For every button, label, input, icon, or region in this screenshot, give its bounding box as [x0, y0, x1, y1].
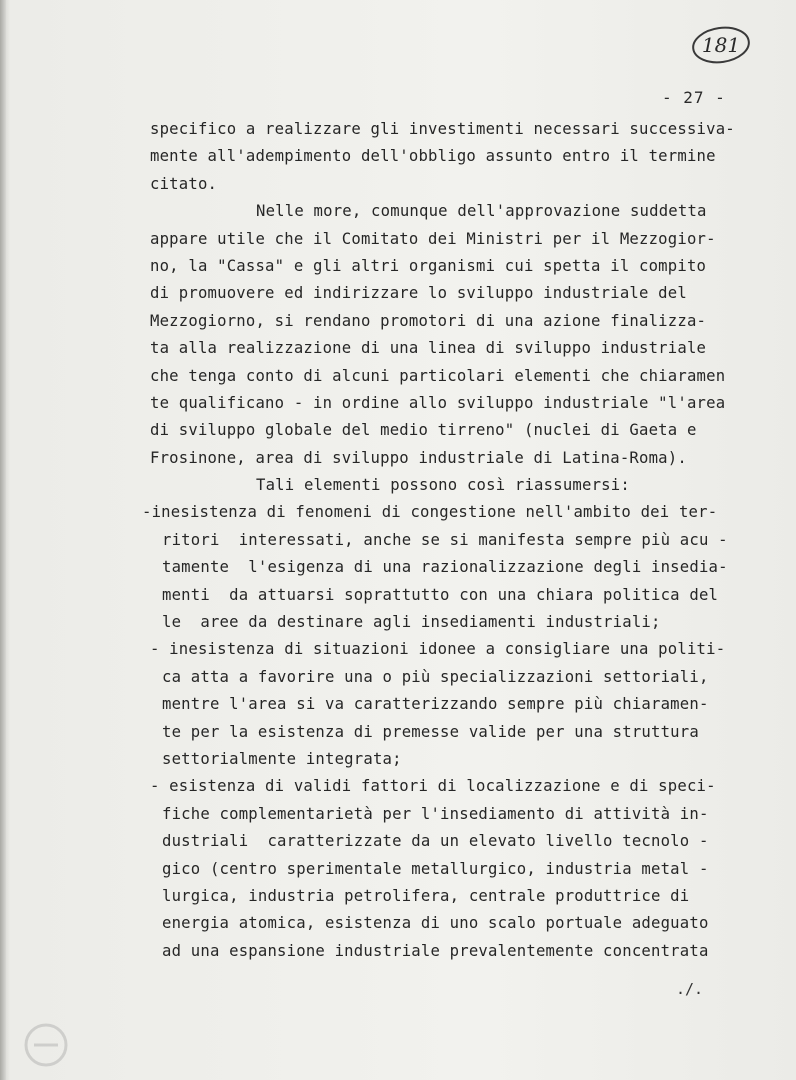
text-line: mente all'adempimento dell'obbligo assunto entro il termine [150, 147, 716, 166]
text-line: Tali elementi possono così riassumersi: [256, 476, 630, 495]
handwritten-page-number: 181 [701, 33, 741, 57]
text-line: mentre l'area si va caratterizzando sempre più chiaramen- [162, 695, 709, 714]
text-line: te qualificano - in ordine allo sviluppo industriale "l'area [150, 393, 726, 412]
text-line: gico (centro sperimentale metallurgico, industria metal - [162, 859, 709, 878]
page-number: - 27 - [662, 88, 726, 107]
typewritten-body [142, 116, 750, 965]
text-line: - inesistenza di situazioni idonee a consigliare una politi- [150, 640, 726, 659]
text-line: settorialmente integrata; [162, 749, 402, 768]
text-line: Mezzogiorno, si rendano promotori di una azione finalizza- [150, 311, 707, 330]
handwritten-page-mark [690, 24, 752, 66]
text-line: di sviluppo globale del medio tirreno" (nuclei di Gaeta e [150, 421, 697, 440]
text-line: tamente l'esigenza di una razionalizzazione degli insedia- [162, 558, 728, 577]
text-line: Nelle more, comunque dell'approvazione suddetta [256, 202, 707, 221]
text-line: di promuovere ed indirizzare lo sviluppo industriale del [150, 284, 687, 303]
text-line: lurgica, industria petrolifera, centrale produttrice di [162, 886, 690, 905]
text-line: menti da attuarsi soprattutto con una chiara politica del [162, 585, 719, 604]
text-line: ad una espansione industriale prevalentemente concentrata [162, 941, 709, 960]
text-line: no, la "Cassa" e gli altri organismi cui spetta il compito [150, 256, 707, 275]
text-line: te per la esistenza di premesse valide per una struttura [162, 722, 699, 741]
text-line: ritori interessati, anche se si manifesta sempre più acu - [162, 530, 728, 549]
text-line: dustriali caratterizzate da un elevato livello tecnolo - [162, 832, 709, 851]
text-line: Frosinone, area di sviluppo industriale di Latina-Roma). [150, 448, 687, 467]
text-line: specifico a realizzare gli investimenti necessari successiva- [150, 120, 735, 138]
archive-stamp-icon [16, 1020, 76, 1070]
text-line: - esistenza di validi fattori di localizzazione e di speci- [150, 777, 716, 796]
page-left-edge [0, 0, 6, 1080]
continuation-mark: ./. [676, 980, 704, 998]
text-line: le aree da destinare agli insediamenti industriali; [162, 613, 661, 632]
text-line: citato. [150, 174, 218, 193]
text-line: appare utile che il Comitato dei Ministri per il Mezzogior- [150, 229, 716, 248]
text-line: fiche complementarietà per l'insediamento di attività in- [162, 804, 709, 823]
text-line: ta alla realizzazione di una linea di sviluppo industriale [150, 339, 707, 358]
text-line: che tenga conto di alcuni particolari elementi che chiaramen [150, 366, 726, 385]
text-line: -inesistenza di fenomeni di congestione nell'ambito dei ter- [142, 503, 718, 522]
text-line: ca atta a favorire una o più specializzazioni settoriali, [162, 667, 709, 686]
text-line: energia atomica, esistenza di uno scalo portuale adeguato [162, 914, 709, 933]
